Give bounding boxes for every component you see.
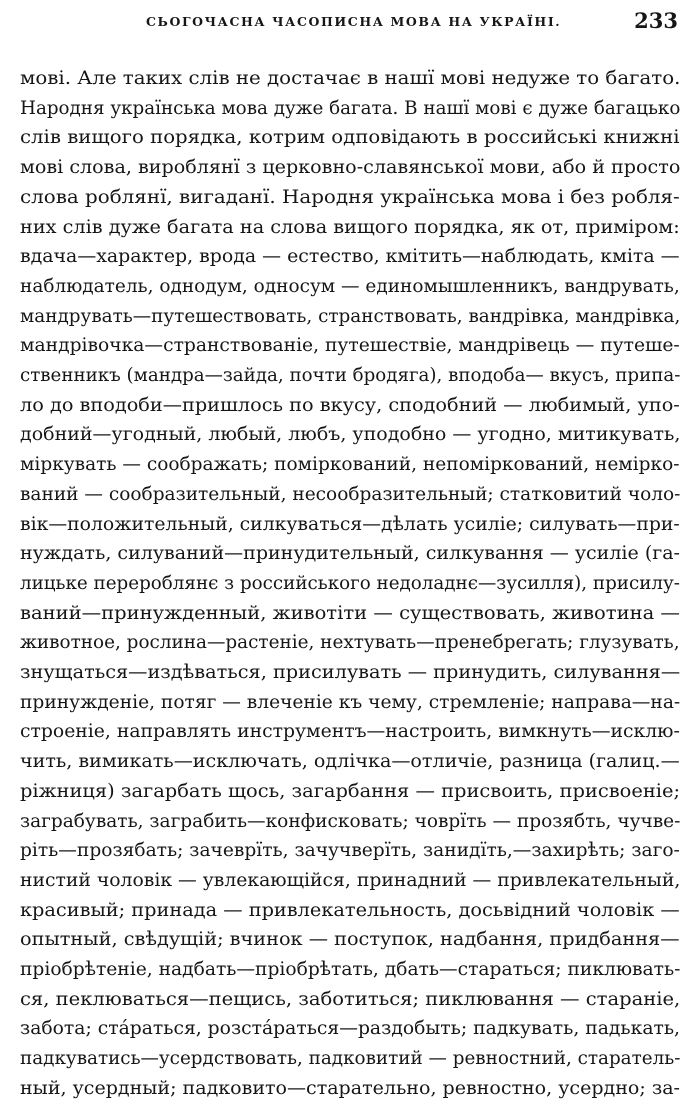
text-line: мандрувать—путешествовать, странствовать, вандрівка, мандрівка,: [20, 305, 681, 327]
text-line: падкуватись—усердствовать, падковитий — ревностний, старатель-: [20, 1048, 681, 1070]
text-line: слова роблянї, вигаданї. Народня українська мова і без робля-: [20, 186, 680, 208]
text-line: строеніе, направлять инструментъ—настроить, вимкнуть—исклю-: [20, 721, 680, 743]
page-number: 233: [634, 8, 678, 33]
text-line: пріобрѣтеніе, надбать—пріобрѣтать, дбать—стараться; пиклювать-: [20, 959, 681, 980]
running-title: СЬОГОЧАСНА ЧАСОПИСНА МОВА НА УКРАЇНІ.: [146, 14, 562, 29]
text-line: ваний—принужденный, животіти — существовать, животина —: [20, 602, 680, 624]
text-line: принужденіе, потяг — влеченіе къ чему, стремленіе; направа—на-: [20, 691, 681, 713]
page-header: [0, 0, 700, 48]
text-line: чить, вимикать—исключать, одлічка—отличіе, разница (галиц.—: [20, 751, 680, 773]
text-line: ло до вподоби—пришлось по вкусу, сподобний — любимый, упо-: [20, 394, 680, 416]
text-line: опытный, свѣдущій; вчинок — поступок, надбання, придбання—: [20, 929, 680, 951]
text-line: ріть—прозябать; зачеврїть, зачучверїть, занидїть,—захирѣть; заго-: [20, 840, 680, 862]
text-line: забота; стáраться, розстáраться—раздобыть; падкувать, падькать,: [20, 1018, 681, 1040]
text-line: ся, пеклюваться—пещись, заботиться; пиклювання — стараніе,: [20, 988, 681, 1010]
text-line: мові слова, вироблянї з церковно-славянської мови, або й просто: [20, 157, 681, 179]
text-line: мандрівочка—странствованіе, путешествіе, мандрівець — путеше-: [20, 335, 680, 357]
text-line: ственникъ (мандра—зайда, почти бродяга), вподоба— вкусъ, припа-: [20, 365, 681, 386]
text-line: мові. Але таких слів не достачає в нашї мові недуже то багато.: [20, 68, 681, 89]
text-line: ріжниця) загарбать щось, загарбання — присвоить, присвоеніе;: [20, 780, 681, 802]
text-line: лицьке перероблянє з российського недоладнє—зусилля), присилу-: [20, 572, 680, 594]
text-line: нуждать, силуваний—принудительный, силкування — усиліе (га-: [20, 543, 680, 565]
text-line: вік—положительный, силкуваться—дѣлать усиліе; силувать—при-: [20, 513, 680, 535]
text-line: заграбувать, заграбить—конфисковать; човрїть — прозябть, чучве-: [20, 810, 681, 832]
text-line: наблюдатель, однодум, односум — единомышленникъ, вандрувать,: [20, 275, 680, 297]
text-line: Народня українська мова дуже багата. В нашї мові є дуже багацько: [20, 97, 681, 119]
text-line: вдача—характер, врода — естество, кмітить—наблюдать, кміта —: [20, 246, 680, 268]
text-line: животное, рослина—растеніе, нехтувать—пренебрегать; глузувать,: [20, 632, 680, 654]
text-line: красивый; принада — привлекательность, досьвідний чоловік —: [20, 899, 680, 921]
text-line: нистий чоловік — увлекающійся, принадний — привлекательный,: [20, 869, 681, 891]
text-line: них слів дуже багата на слова вищого порядка, як от, примiром:: [20, 216, 680, 238]
text-line: добний—угодный, любый, любъ, уподобно — угодно, митикувать,: [20, 424, 681, 446]
text-line: ный, усердный; падковито—старательно, ревностно, усердно; за-: [20, 1077, 680, 1099]
text-line: слів вищого порядка, котрим одповідають в российські книжні: [20, 127, 680, 149]
text-line: ваний — сообразительный, несообразительный; статковитий чоло-: [20, 483, 681, 505]
text-line: міркувать — соображать; поміркований, непоміркований, неміркo-: [20, 454, 680, 476]
text-line: знущаться—издѣваться, присилувать — принудить, силування—: [20, 662, 681, 683]
